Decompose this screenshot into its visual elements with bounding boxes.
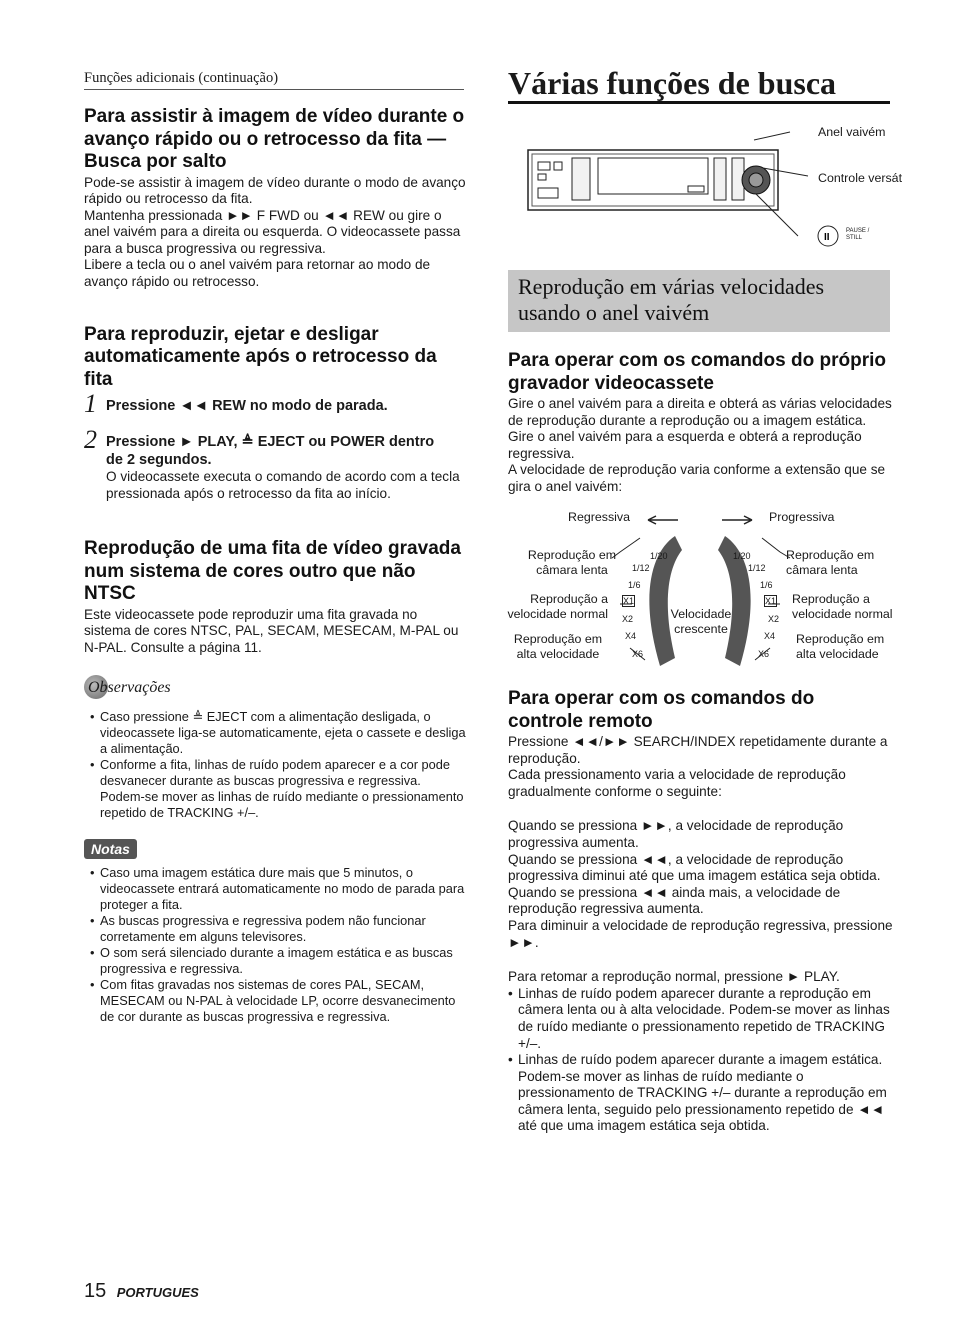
- tick-label: 1/12: [632, 563, 650, 573]
- tick-label: X1: [765, 596, 777, 606]
- progressiva-label: Progressiva: [769, 510, 835, 524]
- list-item: • Linhas de ruído podem aparecer durante a imagem estática. Podem-se mover as linhas de ruído mediante o pressionamento de TRACKING +/– durante a reprodução em câmera lenta, seguido pelo pressionamento repetido de ◄◄ até que uma imagem estática seja obtida.: [508, 1052, 893, 1135]
- list-item: • Caso pressione ≜ EJECT com a alimentação desligada, o videocassete liga-se automaticamente, ejeta o cassete e desliga a alimentação.: [90, 709, 466, 757]
- right-column-lower: [508, 688, 893, 1135]
- left-column: [84, 106, 466, 1025]
- running-header-text: Funções adicionais (continuação): [84, 70, 279, 86]
- tick-label: X6: [632, 649, 644, 659]
- normal-left-label: Reprodução a velocidade normal: [507, 592, 608, 621]
- notas-title: Notas: [91, 840, 130, 857]
- tick-label: X2: [622, 614, 634, 624]
- notas-heading: [84, 839, 137, 859]
- tick-label: X4: [764, 631, 776, 641]
- page-footer: [84, 1280, 199, 1303]
- paragraph: Este videocassete pode reproduzir uma fita gravada no sistema de cores NTSC, PAL, SECAM, MESECAM, M-PAL ou N-PAL. Consulte a página 11.: [84, 606, 459, 656]
- paragraph: Gire o anel vaivém para a direita e obterá as várias velocidades de reprodução durante a reprodução ou a imagem estática. Gire o anel vaivém para a esquerda e obterá a reprodução regressiva.: [508, 396, 892, 461]
- paragraph: Para retomar a reprodução normal, pressione ► PLAY.: [508, 969, 840, 985]
- list-item: • Conforme a fita, linhas de ruído podem aparecer e a cor pode desvanecer durante as buscas progressiva e regressiva. Podem-se mover as linhas de ruído mediante o pressionamento repetido de TRACKING +/–.: [90, 757, 466, 821]
- list-item: • Com fitas gravadas nos sistemas de cores PAL, SECAM, MESECAM ou N-PAL à velocidade LP, ocorre desvanecimento de cor durante as buscas progressiva e regressiva.: [90, 977, 466, 1025]
- observacoes-list: [84, 709, 466, 821]
- vcr-figure: [508, 118, 908, 258]
- step-text: Pressione ► PLAY, ≜ EJECT ou POWER dentro de 2 segundos.: [106, 434, 435, 469]
- notas-list: [84, 865, 466, 1025]
- tick-label: 1/12: [748, 563, 766, 573]
- step-description: O videocassete executa o comando de acordo com a tecla pressionada após o retrocesso da fita ao início.: [106, 469, 460, 501]
- right-column-upper: [508, 350, 893, 496]
- section-banner: Reprodução em várias velocidades usando o anel vaivém: [508, 270, 890, 332]
- tick-label: 1/6: [760, 580, 773, 590]
- tick-label: 1/20: [650, 551, 668, 561]
- ring-label: Anel vaivém: [818, 125, 886, 139]
- paragraph: A velocidade de reprodução varia conforme a extensão que se gira o anel vaivém:: [508, 462, 886, 494]
- list-item: • As buscas progressiva e regressiva podem não funcionar corretamente em alguns televisores.: [90, 913, 466, 945]
- shuttle-diagram: [500, 508, 900, 673]
- step-1: [84, 389, 466, 421]
- title-rule: [508, 101, 890, 104]
- observacoes-heading: [84, 675, 466, 703]
- tick-label: 1/6: [628, 580, 641, 590]
- paragraph: Para diminuir a velocidade de reprodução regressiva, pressione ►►.: [508, 917, 893, 950]
- slow-right-label: Reprodução em câmara lenta: [786, 548, 875, 577]
- tick-label: X2: [768, 614, 780, 624]
- page-title: Várias funções de busca: [508, 65, 837, 101]
- slow-left-label: Reprodução em câmara lenta: [527, 548, 617, 577]
- regressiva-label: Regressiva: [568, 510, 630, 524]
- step-number: 2: [84, 425, 97, 455]
- tick-label: X1: [623, 596, 635, 606]
- list-item: • Caso uma imagem estática dure mais que 5 minutos, o videocassete entrará automaticamente no modo de parada para proteger a fita.: [90, 865, 466, 913]
- tick-label: 1/20: [733, 551, 751, 561]
- list-item: • Linhas de ruído podem aparecer durante a reprodução em câmera lenta ou à alta velocidade. Podem-se mover as linhas de ruído mediante o pressionamento repetido de TRACKING +/–.: [508, 986, 893, 1052]
- section-title-remote-control: Para operar com os comandos do controle remoto: [508, 688, 815, 732]
- paragraph: Pressione ◄◄/►► SEARCH/INDEX repetidamente durante a reprodução.: [508, 734, 888, 766]
- step-2: [84, 425, 466, 502]
- paragraph: Libere a tecla ou o anel vaivém para retornar ao modo de avanço rápido ou retrocesso.: [84, 257, 431, 290]
- observacoes-title: Observações: [88, 678, 171, 696]
- tick-label: X6: [758, 649, 770, 659]
- paragraph: Quando se pressiona ◄◄, a velocidade de reprodução progressiva diminui até que uma imagem estática seja obtida. Quando se pressiona ◄◄ ainda mais, a velocidade de reprodução regressiva aumenta.: [508, 851, 881, 917]
- list-item: • O som será silenciado durante a imagem estática e as buscas progressiva e regressiva.: [90, 945, 466, 977]
- center-label: Velocidade crescente: [670, 607, 732, 636]
- running-header: [84, 70, 464, 90]
- remote-notes-list: [508, 986, 893, 1135]
- language-label: PORTUGUES: [116, 1285, 199, 1300]
- svg-text:II: II: [824, 232, 830, 243]
- section-title-color-systems: Reprodução de uma fita de vídeo gravada num sistema de cores outro que não NTSC: [84, 538, 461, 605]
- paragraph: Pode-se assistir à imagem de vídeo durante o modo de avanço rápido ou retrocesso da fita.: [84, 174, 466, 207]
- step-text: Pressione ◄◄ REW no modo de parada.: [106, 398, 388, 415]
- normal-right-label: Reprodução a velocidade normal: [792, 592, 893, 621]
- high-left-label: Reprodução em alta velocidade: [513, 632, 603, 661]
- paragraph: Mantenha pressionada ►► F FWD ou ◄◄ REW ou gire o anel vaivém para a direita ou esquerda. O videocassete passa para a busca progressiva ou regressiva.: [84, 207, 461, 256]
- section-title-auto-rewind: Para reproduzir, ejetar e desligar automaticamente após o retrocesso da fita: [84, 323, 437, 390]
- tick-label: X4: [625, 631, 637, 641]
- page-number: 15: [84, 1280, 107, 1302]
- pause-still-label: PAUSE / STILL: [846, 228, 870, 241]
- paragraph: Quando se pressiona ►►, a velocidade de reprodução progressiva aumenta.: [508, 818, 844, 850]
- control-label: Controle versát: [818, 171, 903, 185]
- step-number: 1: [84, 389, 97, 419]
- section-title-vcr-controls: Para operar com os comandos do próprio gravador videocassete: [508, 350, 886, 394]
- section-title-skip-search: Para assistir à imagem de vídeo durante o avanço rápido ou o retrocesso da fita — Busca por salto: [84, 106, 465, 172]
- paragraph: Cada pressionamento varia a velocidade de reprodução gradualmente conforme o seguinte:: [508, 767, 846, 799]
- high-right-label: Reprodução em alta velocidade: [796, 632, 885, 661]
